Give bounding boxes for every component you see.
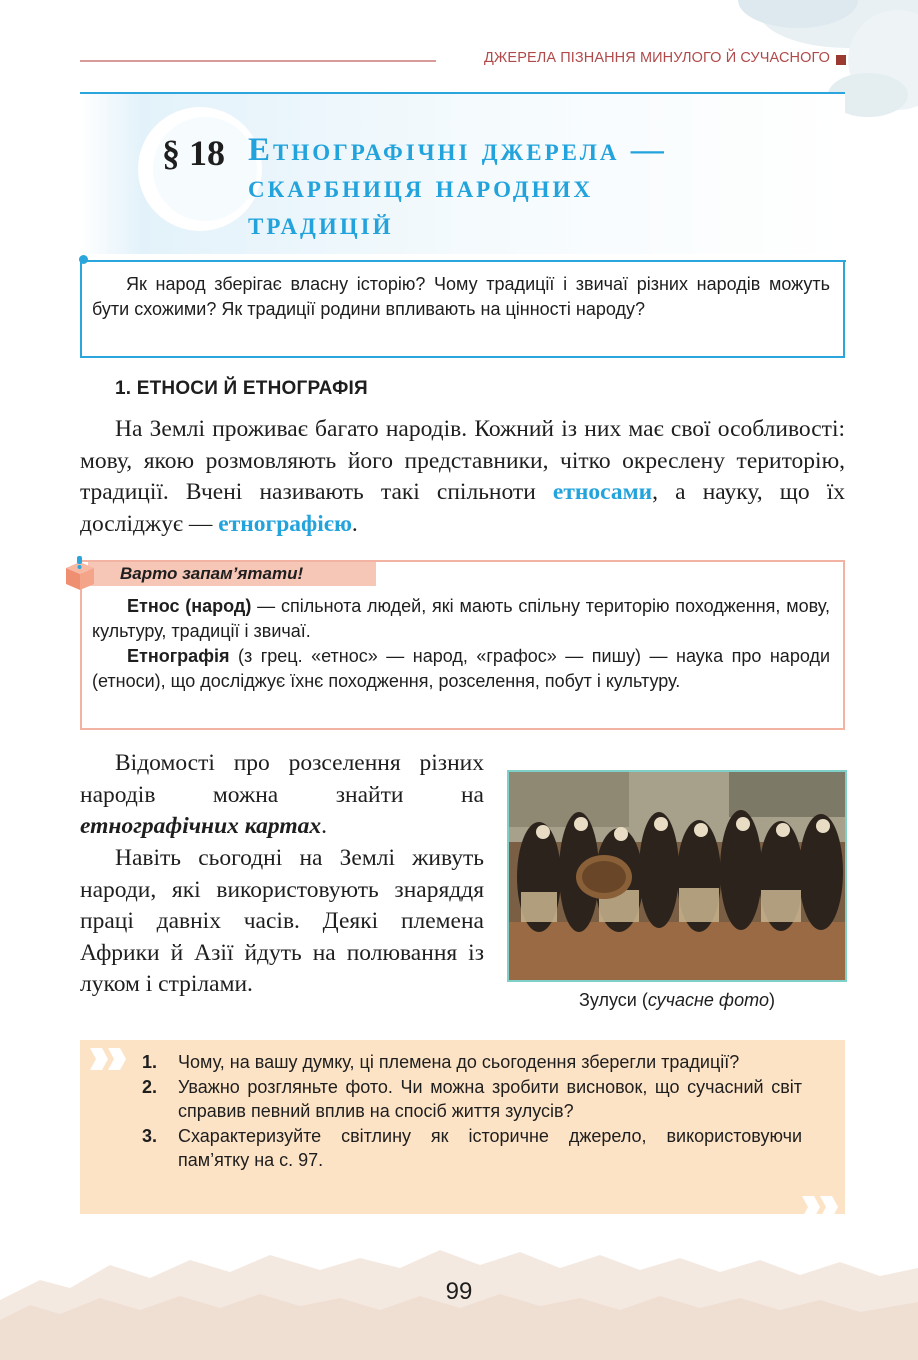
zulu-photo [507,770,847,982]
question-number: 2. [142,1076,158,1097]
definition-ethnography [92,644,830,694]
term-ethnography: етнографією [218,510,352,537]
definition-term: Етнографія [127,646,230,666]
section-heading: 1. ЕТНОСИ Й ЕТНОГРАФІЯ [115,378,368,399]
paragraph-text: , а науку, що їх досліджує — [80,479,845,537]
header-rule [80,60,436,62]
chapter-title-line: скарбниця народних [248,169,594,205]
definition-text: — спільнота людей, які мають спільну територію походження, мову, культуру, традиції і звичаї. [92,596,831,641]
question-text: Уважно розгляньте фото. Чи можна зробити висновок, що сучасний світ справив певний вплив на спосіб життя зулусів? [178,1076,802,1121]
chapter-title-line: Етнографічні джерела — [248,132,667,168]
paragraph-text: . [321,813,327,839]
paragraph-maps [80,748,484,843]
definition-text: (з грец. «етнос» — народ, «графос» — пишу) — наука про народи (етноси), що досліджує їхнє походження, розселення, побут і культуру. [92,646,830,691]
definition-ethnos [92,594,830,644]
caption-text: ) [768,990,775,1010]
photo-caption [507,990,847,1011]
questions-list [142,1050,802,1173]
quote-open-icon [88,1044,130,1074]
question-text: Схарактеризуйте світлину як історичне джерело, використовуючи пам’ятку на с. 97. [178,1125,802,1170]
caption-italic: сучасне фото [647,990,769,1010]
term-ethnos: етносами [552,479,653,505]
paragraph-ethnos [80,414,845,540]
question-number: 1. [142,1052,158,1072]
chapter-title-line: традицій [248,206,394,242]
paragraph-text: . [351,510,358,537]
remember-label: Варто запам’ятати! [120,564,304,583]
intro-text: Як народ зберігає власну історію? Чому традиції і звичаї різних народів можуть бути схожими? Як традиції родини впливають на цінності народу? [92,274,830,319]
exclamation-cube-icon [62,556,98,592]
question-item [142,1124,802,1173]
running-title: ДЖЕРЕЛА ПІЗНАННЯ МИНУЛОГО Й СУЧАСНОГО [484,50,830,66]
question-text: Чому, на вашу думку, ці племена до сьогодення зберегли традиції? [178,1052,740,1072]
chapter-title [248,132,838,243]
definition-term: Етнос (народ) [127,596,252,616]
remember-definitions [92,594,830,694]
paragraph-text: На Землі проживає багато народів. Кожний із них має свої особливості: мову, якою розмовляють його представники, чітко окреслену територію, традиції. Вчені називають такі спільноти [80,416,845,505]
question-item [142,1075,802,1124]
paragraph-text: Відомості про розселення різних народів можна знайти на [80,750,484,808]
question-item [142,1050,802,1075]
chapter-number: § 18 [162,133,225,173]
page-number: 99 [445,1278,473,1305]
header-square-marker [836,55,846,65]
caption-text: Зулуси ( [579,990,648,1010]
emphasis-maps: етнографічних картах [80,813,322,839]
question-number: 3. [142,1125,158,1146]
paragraph-tribes: Навіть сьогодні на Землі живуть народи, які використовують знаряддя праці давніх часів. Деякі племена Африки й Азії йдуть на полювання із луком і стрілами. [80,845,484,997]
